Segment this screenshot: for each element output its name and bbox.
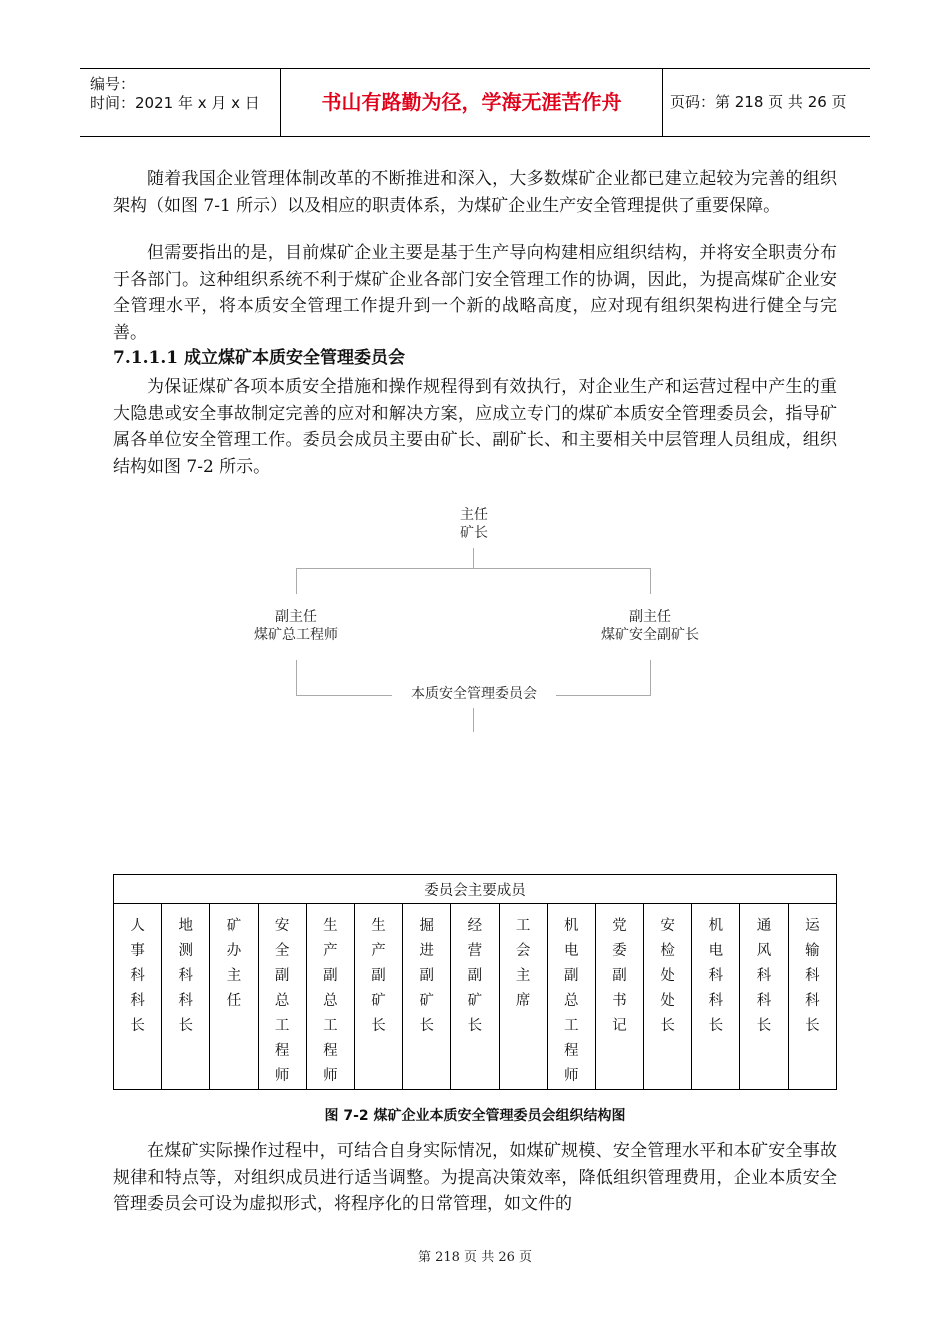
deputy-left-title: 副主任 bbox=[275, 609, 317, 625]
member-label: 人事科科长 bbox=[130, 918, 145, 1034]
member-label: 经营副矿长 bbox=[467, 918, 483, 1034]
member-cell bbox=[354, 904, 402, 1090]
director-box bbox=[424, 506, 524, 542]
paragraph-4: 在煤矿实际操作过程中，可结合自身实际情况，如煤矿规模、安全管理水平和本矿安全事故规律和特点等，对组织成员进行适当调整。为提高决策效率，降低组织管理费用，企业本质安全管理委员会可设为虚拟形式，将程序化的日常管理，如文件的 bbox=[113, 1141, 837, 1214]
member-label: 机电副总工程师 bbox=[564, 918, 579, 1084]
deputy-right-title: 副主任 bbox=[629, 609, 671, 625]
paragraph-3: 为保证煤矿各项本质安全措施和操作规程得到有效执行，对企业生产和运营过程中产生的重大隐患或安全事故制定完善的应对和解决方案，应成立专门的煤矿本质安全管理委员会，指导矿属各单位安全管理工作。委员会成员主要由矿长、副矿长、和主要相关中层管理人员组成，组织结构如图 7-2 所示。 bbox=[113, 377, 837, 477]
member-cell bbox=[692, 904, 740, 1090]
member-cell bbox=[595, 904, 643, 1090]
members-table-title: 委员会主要成员 bbox=[114, 875, 837, 904]
member-cell bbox=[740, 904, 788, 1090]
connector-line bbox=[296, 568, 297, 594]
motto: 书山有路勤为径，学海无涯苦作舟 bbox=[280, 69, 663, 136]
deputy-right-name: 煤矿安全副矿长 bbox=[601, 627, 699, 643]
member-label: 党委副书记 bbox=[612, 918, 627, 1034]
paragraph-2: 但需要指出的是，目前煤矿企业主要是基于生产导向构建相应组织结构，并将安全职责分布于各部门。这种组织系统不利于煤矿企业各部门安全管理工作的协调，因此，为提高煤矿企业安全管理水平，将本质安全管理工作提升到一个新的战略高度，应对现有组织架构进行健全与完善。 bbox=[113, 243, 837, 343]
connector-line bbox=[556, 695, 651, 696]
date-line: 时间：2021 年 x 月 x 日 bbox=[90, 94, 260, 112]
page-header bbox=[80, 68, 870, 137]
connector-line bbox=[296, 695, 392, 696]
member-cell bbox=[547, 904, 595, 1090]
connector-line bbox=[296, 660, 297, 696]
connector-line bbox=[296, 568, 651, 569]
member-label: 生产副矿长 bbox=[371, 918, 386, 1034]
member-cell bbox=[788, 904, 836, 1090]
director-title: 主任 bbox=[460, 507, 488, 523]
member-label: 工会主席 bbox=[515, 918, 531, 1009]
connector-line bbox=[650, 568, 651, 594]
header-left-cell bbox=[80, 69, 280, 136]
number-label: 编号： bbox=[90, 75, 136, 93]
committee-label: 本质安全管理委员会 bbox=[411, 686, 537, 702]
page-info: 页码：第 218 页 共 26 页 bbox=[670, 93, 847, 111]
member-label: 矿办主任 bbox=[226, 918, 242, 1009]
member-label: 安全副总工程师 bbox=[274, 918, 290, 1084]
section-heading: 7.1.1.1 成立煤矿本质安全管理委员会 bbox=[113, 348, 405, 368]
member-cell bbox=[258, 904, 306, 1090]
member-cell bbox=[644, 904, 692, 1090]
connector-line bbox=[473, 548, 474, 568]
member-cell bbox=[210, 904, 258, 1090]
deputy-right-box bbox=[580, 608, 720, 644]
member-cell bbox=[114, 904, 162, 1090]
paragraph-1: 随着我国企业管理体制改革的不断推进和深入，大多数煤矿企业都已建立起较为完善的组织架构（如图 7-1 所示）以及相应的职责体系，为煤矿企业生产安全管理提供了重要保障。 bbox=[113, 169, 837, 216]
page-footer: 第 218 页 共 26 页 bbox=[417, 1250, 533, 1265]
deputy-left-box bbox=[226, 608, 366, 644]
figure-caption: 图 7-2 煤矿企业本质安全管理委员会组织结构图 bbox=[324, 1108, 626, 1124]
member-cell bbox=[306, 904, 354, 1090]
member-cell bbox=[451, 904, 499, 1090]
connector-line bbox=[473, 708, 474, 732]
member-cell bbox=[162, 904, 210, 1090]
member-cell bbox=[403, 904, 451, 1090]
members-table bbox=[113, 874, 837, 1090]
member-label: 地测科科长 bbox=[178, 918, 194, 1034]
director-name: 矿长 bbox=[460, 525, 488, 541]
member-label: 通风科科长 bbox=[756, 918, 772, 1034]
member-label: 掘进副矿长 bbox=[419, 918, 434, 1034]
connector-line bbox=[650, 660, 651, 696]
member-label: 安检处处长 bbox=[660, 918, 675, 1034]
member-label: 机电科科长 bbox=[708, 918, 724, 1034]
member-cell bbox=[499, 904, 547, 1090]
deputy-left-name: 煤矿总工程师 bbox=[254, 627, 338, 643]
member-label: 运输科科长 bbox=[805, 918, 820, 1034]
member-label: 生产副总工程师 bbox=[323, 918, 338, 1084]
